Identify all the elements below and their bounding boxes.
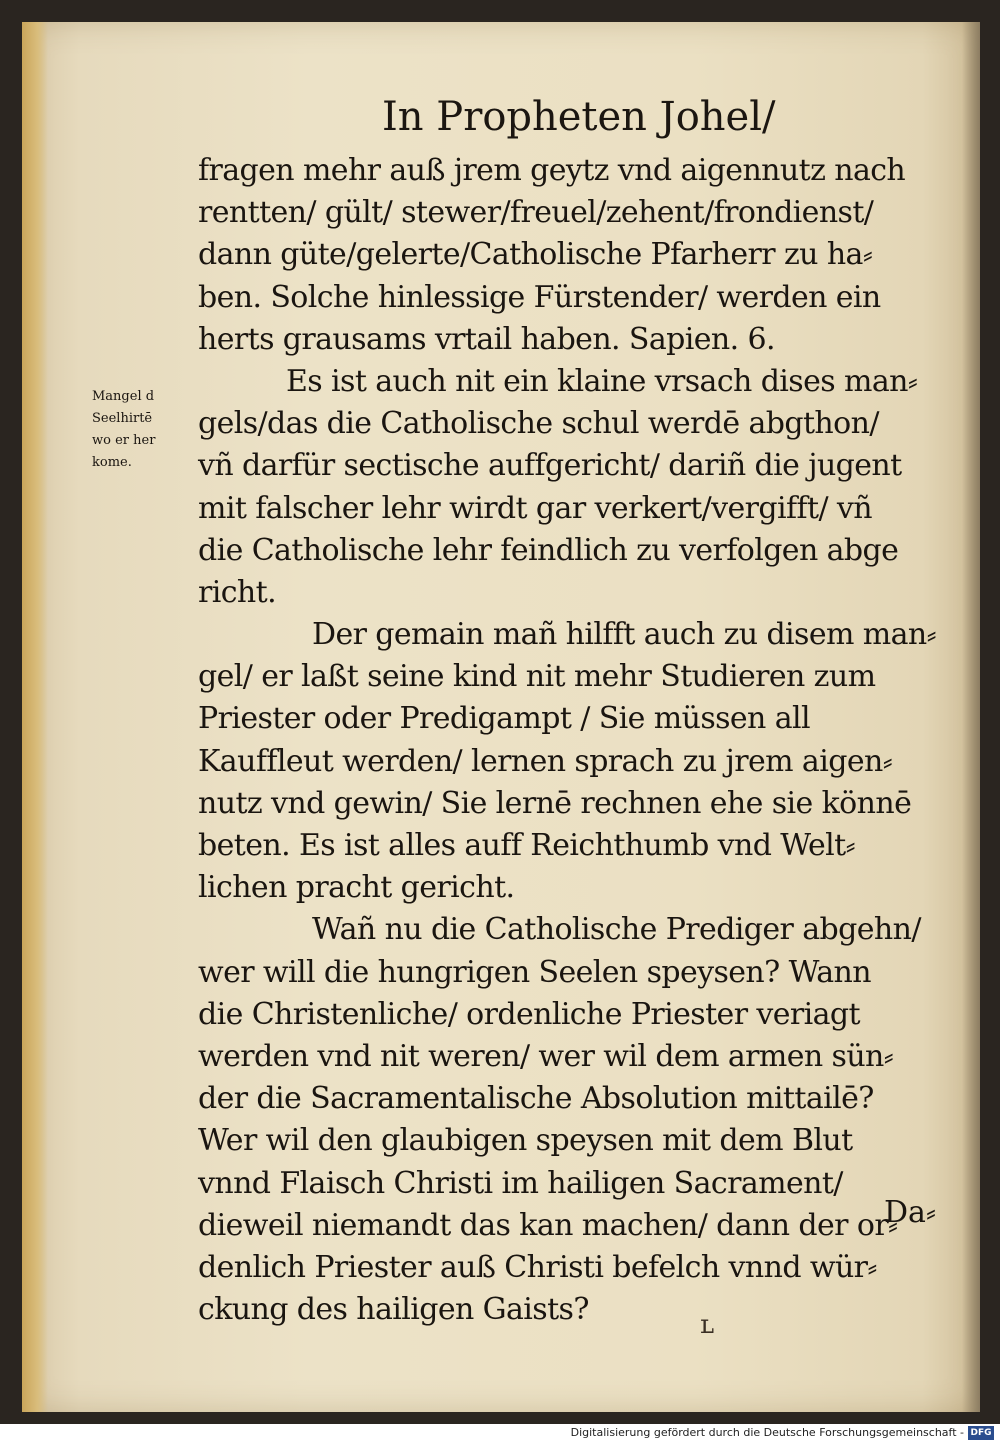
text-line: richt.	[198, 574, 277, 610]
text-line: die Catholische lehr feindlich zu verfolgen abge	[198, 532, 899, 568]
text-line: Der gemain mañ hilfft auch zu disem man⸗	[312, 617, 937, 653]
text-line: gels/das die Catholische schul werdē abgthon/	[198, 406, 879, 442]
page-edge-shadow	[962, 22, 980, 1412]
text-line: fragen mehr auß jrem geytz vnd aigennutz nach	[198, 153, 906, 188]
text-line: die Christenliche/ ordenliche Priester veriagt	[198, 996, 860, 1032]
text-line: Priester oder Predigampt / Sie müssen all	[198, 701, 810, 737]
marginal-note-line: Seelhirtē	[92, 411, 153, 426]
marginal-note-line: kome.	[92, 455, 132, 470]
page-gutter	[22, 22, 48, 1412]
text-line: vnnd Flaisch Christi im hailigen Sacrament/	[198, 1165, 843, 1201]
text-line: der die Sacramentalische Absolution mittailē?	[198, 1081, 874, 1117]
text-line: denlich Priester auß Christi befelch vnnd wür⸗	[198, 1249, 877, 1285]
ink-mark: ʟ	[700, 1310, 715, 1340]
text-line: wer will die hungrigen Seelen speysen? Wann	[198, 954, 871, 990]
text-line: ckung des hailigen Gaists?	[198, 1292, 589, 1328]
text-line: mit falscher lehr wirdt gar verkert/vergifft/ vñ	[198, 490, 872, 526]
marginal-note-line: wo er her	[92, 433, 156, 448]
text-line: dann güte/gelerte/Catholische Pfarherr zu ha⸗	[198, 237, 873, 273]
funding-credit: Digitalisierung gefördert durch die Deutsche Forschungsgemeinschaft -	[570, 1426, 964, 1439]
text-line: ben. Solche hinlessige Fürstender/ werden ein	[198, 279, 881, 315]
body-text	[198, 150, 937, 1331]
text-line: beten. Es ist alles auff Reichthumb vnd Welt⸗	[198, 828, 856, 863]
marginal-note	[92, 386, 196, 474]
running-head: In Propheten Johel/	[382, 94, 776, 140]
text-line: nutz vnd gewin/ Sie lernē rechnen ehe sie könnē	[198, 785, 912, 821]
text-line: vñ darfür sectische auffgericht/ dariñ die jugent	[198, 448, 902, 484]
text-line: Wañ nu die Catholische Prediger abgehn/	[312, 912, 921, 948]
text-line: Kauffleut werden/ lernen sprach zu jrem aigen⸗	[198, 743, 893, 779]
text-line: gel/ er laßt seine kind nit mehr Studieren zum	[198, 659, 876, 695]
text-line: werden vnd nit weren/ wer wil dem armen sün⸗	[198, 1038, 894, 1074]
dfg-logo: DFG	[968, 1426, 994, 1440]
text-line: dieweil niemandt das kan machen/ dann der or⸗	[198, 1207, 898, 1243]
catchword: Da⸗	[884, 1195, 936, 1230]
text-line: Es ist auch nit ein klaine vrsach dises man⸗	[286, 363, 918, 399]
text-line: lichen pracht gericht.	[198, 870, 515, 906]
text-line: herts grausams vrtail haben. Sapien. 6.	[198, 321, 775, 357]
marginal-note-line: Mangel d	[92, 389, 155, 404]
text-line: Wer wil den glaubigen speysen mit dem Blut	[198, 1123, 853, 1159]
footer-bar	[0, 1424, 1000, 1444]
text-line: rentten/ gült/ stewer/freuel/zehent/frondienst/	[198, 195, 874, 231]
